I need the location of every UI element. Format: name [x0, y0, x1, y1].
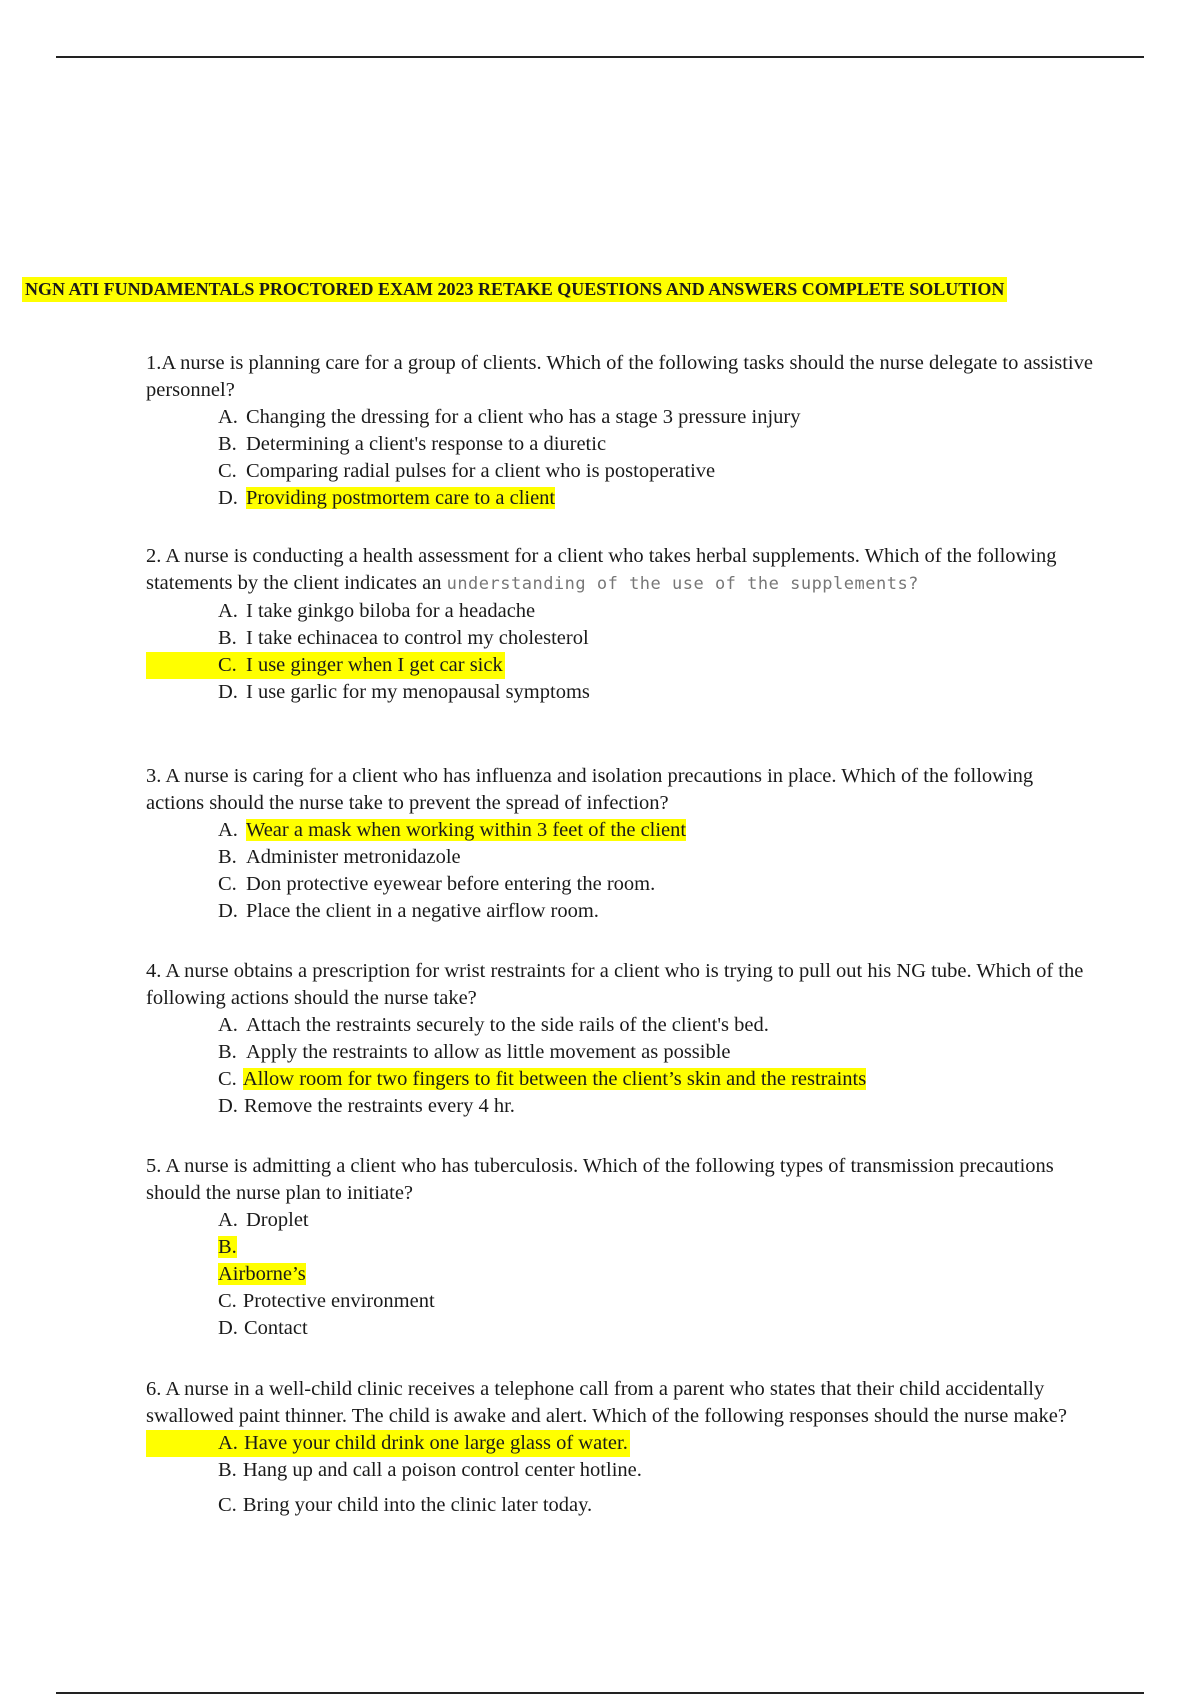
answer-options [146, 598, 1094, 706]
question-4 [146, 958, 1094, 1120]
answer-option-c[interactable]: C. Don protective eyewear before entering the room. [218, 873, 656, 895]
question-6 [146, 1376, 1094, 1519]
answer-option-b[interactable] [146, 1234, 1094, 1261]
answer-option-b[interactable]: B. Determining a client's response to a diuretic [218, 433, 607, 455]
answer-option-a[interactable] [146, 1430, 1094, 1457]
answer-options [146, 404, 1094, 512]
bottom-rule [56, 1692, 1144, 1694]
answer-options [146, 817, 1094, 925]
top-rule [56, 56, 1144, 58]
question-stem: 3. A nurse is caring for a client who has influenza and isolation precautions in place. Which of the following actions should the nurse take to prevent the spread of infection? [146, 765, 1034, 814]
question-stem: 1.A nurse is planning care for a group of clients. Which of the following tasks should the nurse delegate to assistive personnel? [146, 352, 1093, 401]
question-5 [146, 1153, 1094, 1342]
answer-option-d[interactable]: D. Providing postmortem care to a client [218, 487, 556, 509]
question-1 [146, 350, 1094, 512]
answer-option-c[interactable]: C. Allow room for two fingers to fit between the client’s skin and the restraints [218, 1068, 867, 1090]
question-stem: 5. A nurse is admitting a client who has tuberculosis. Which of the following types of transmission precautions should the nurse plan to initiate? [146, 1155, 1054, 1204]
answer-option-d[interactable]: D. Contact [218, 1317, 308, 1339]
answer-option-c[interactable]: C. Protective environment [218, 1290, 435, 1312]
answer-option-c[interactable]: C. Bring your child into the clinic later today. [218, 1494, 593, 1516]
answer-option-a[interactable]: A. I take ginkgo biloba for a headache [218, 600, 536, 622]
answer-option-b[interactable]: B. I take echinacea to control my cholesterol [218, 627, 589, 649]
answer-option-a[interactable]: A. Attach the restraints securely to the side rails of the client's bed. [218, 1014, 769, 1036]
answer-option-d[interactable]: D. Remove the restraints every 4 hr. [218, 1095, 515, 1117]
question-stem: 4. A nurse obtains a prescription for wrist restraints for a client who is trying to pull out his NG tube. Which of the following actions should the nurse take? [146, 960, 1084, 1009]
question-2 [146, 543, 1094, 706]
answer-option-d[interactable]: D. Place the client in a negative airflow room. [218, 900, 599, 922]
answer-option-a[interactable]: A. Wear a mask when working within 3 feet of the client [218, 819, 687, 841]
highlighted-answer: Allow room for two fingers to fit between the client’s skin and the restraints [242, 1068, 867, 1090]
answer-options [146, 1430, 1094, 1519]
answer-option-b[interactable]: B. Apply the restraints to allow as little movement as possible [218, 1041, 731, 1063]
highlighted-answer: A. Have your child drink one large glass of water. [146, 1430, 630, 1457]
answer-option-a[interactable]: A. Changing the dressing for a client who has a stage 3 pressure injury [218, 406, 801, 428]
answer-option-b[interactable]: B. Administer metronidazole [218, 846, 461, 868]
answer-option-c[interactable]: C. Comparing radial pulses for a client who is postoperative [218, 460, 716, 482]
answer-option-b[interactable]: B. Hang up and call a poison control center hotline. [218, 1459, 642, 1481]
question-stem: 6. A nurse in a well-child clinic receives a telephone call from a parent who states that their child accidentally swallowed paint thinner. The child is awake and alert. Which of the following responses should the nurse make? [146, 1378, 1067, 1427]
answer-option-d[interactable]: D. I use garlic for my menopausal symptoms [218, 681, 590, 703]
answer-options [146, 1012, 1094, 1120]
highlighted-answer-letter: B. [218, 1236, 237, 1258]
answer-option-c[interactable] [146, 652, 1094, 679]
question-stem: 2. A nurse is conducting a health assessment for a client who takes herbal supplements. Which of the following statements by the client indicates an understanding of the use of the supplements? [146, 545, 1057, 594]
document-title: NGN ATI FUNDAMENTALS PROCTORED EXAM 2023 RETAKE QUESTIONS AND ANSWERS COMPLETE SOLUTION [22, 277, 1007, 302]
highlighted-answer: Airborne’s [218, 1263, 306, 1285]
answer-option-a[interactable]: A. Droplet [218, 1209, 309, 1231]
answer-option-b-text[interactable] [146, 1261, 1094, 1288]
question-3 [146, 763, 1094, 925]
answer-options [146, 1207, 1094, 1342]
highlighted-answer: C. I use ginger when I get car sick [146, 652, 505, 679]
highlighted-answer: Providing postmortem care to a client [246, 487, 556, 509]
highlighted-answer: Wear a mask when working within 3 feet of the client [246, 819, 687, 841]
